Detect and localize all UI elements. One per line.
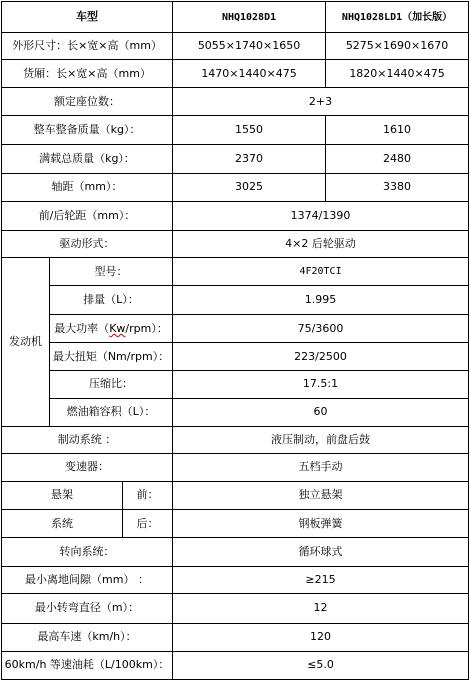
susp-front-value: 独立悬架 xyxy=(173,481,469,509)
row-brake xyxy=(2,426,469,453)
susp-front-label: 前： xyxy=(123,481,173,509)
displacement-value: 1.995 xyxy=(173,286,469,315)
row-steer xyxy=(2,538,469,567)
row-gross xyxy=(2,144,469,173)
gross-a: 2370 xyxy=(173,144,326,173)
susp-rear-value: 钢板弹簧 xyxy=(173,510,469,538)
header-model-a: NHQ1028D1 xyxy=(173,2,326,33)
clearance-value: ≥215 xyxy=(173,567,469,594)
row-track xyxy=(2,201,469,230)
curb-label: 整车整备质量（kg）： xyxy=(2,116,173,144)
row-turning xyxy=(2,594,469,623)
row-engine-model xyxy=(2,258,469,286)
torque-value: 223/2500 xyxy=(173,343,469,371)
wheelbase-b: 3380 xyxy=(326,173,469,201)
row-susp-rear xyxy=(2,510,469,538)
drive-label: 驱动形式： xyxy=(2,230,173,257)
trans-label: 变速器： xyxy=(2,453,173,481)
row-fuel xyxy=(2,651,469,679)
seats-value: 2+3 xyxy=(173,88,469,116)
row-dims xyxy=(2,33,469,60)
torque-label: 最大扭矩（Nm/rpm）： xyxy=(50,343,173,371)
fuel-label: 60km/h 等速油耗（L/100km）： xyxy=(2,651,173,679)
steer-label: 转向系统： xyxy=(2,538,173,567)
power-label-pre: 最大功率（ xyxy=(54,321,110,335)
cargo-label: 货厢：长×宽×高（mm） xyxy=(2,60,173,88)
row-seats xyxy=(2,88,469,116)
row-drive xyxy=(2,230,469,257)
cargo-a: 1470×1440×475 xyxy=(173,60,326,88)
header-label: 车型 xyxy=(2,2,173,33)
engine-model-value: 4F20TCI xyxy=(173,258,469,286)
fuel-value: ≤5.0 xyxy=(173,651,469,679)
drive-value: 4×2 后轮驱动 xyxy=(173,230,469,257)
turning-value: 12 xyxy=(173,594,469,623)
row-tank xyxy=(2,398,469,426)
row-clearance xyxy=(2,567,469,594)
dims-label: 外形尺寸：长×宽×高（mm） xyxy=(2,33,173,60)
speed-label: 最高车速（km/h）： xyxy=(2,623,173,651)
power-value: 75/3600 xyxy=(173,315,469,343)
curb-b: 1610 xyxy=(326,116,469,144)
row-speed xyxy=(2,623,469,651)
engine-group-label: 发动机 xyxy=(2,258,50,427)
wheelbase-a: 3025 xyxy=(173,173,326,201)
row-displacement xyxy=(2,286,469,315)
row-wheelbase xyxy=(2,173,469,201)
power-label-unit: Kw xyxy=(109,321,126,335)
row-torque xyxy=(2,343,469,371)
engine-model-label: 型号： xyxy=(50,258,173,286)
track-value: 1374/1390 xyxy=(173,201,469,230)
row-power xyxy=(2,315,469,343)
displacement-label: 排量（L）： xyxy=(50,286,173,315)
brake-label: 制动系统 ： xyxy=(2,426,173,453)
compression-label: 压缩比： xyxy=(50,371,173,398)
dims-b: 5275×1690×1670 xyxy=(326,33,469,60)
row-compression xyxy=(2,371,469,398)
row-curb xyxy=(2,116,469,144)
row-susp-front xyxy=(2,481,469,509)
trans-value: 五档手动 xyxy=(173,453,469,481)
susp-rear-label: 后： xyxy=(123,510,173,538)
track-label: 前/后轮距（mm）： xyxy=(2,201,173,230)
seats-label: 额定座位数： xyxy=(2,88,173,116)
susp-group-bottom: 系统 xyxy=(2,510,123,538)
gross-b: 2480 xyxy=(326,144,469,173)
tank-label: 燃油箱容积（L）： xyxy=(50,398,173,426)
power-label xyxy=(50,315,173,343)
cargo-b: 1820×1440×475 xyxy=(326,60,469,88)
brake-value: 液压制动，前盘后鼓 xyxy=(173,426,469,453)
row-cargo xyxy=(2,60,469,88)
gross-label: 满载总质量（kg）： xyxy=(2,144,173,173)
compression-value: 17.5:1 xyxy=(173,371,469,398)
wheelbase-label: 轴距（mm）： xyxy=(2,173,173,201)
row-trans xyxy=(2,453,469,481)
spec-table xyxy=(1,1,469,680)
tank-value: 60 xyxy=(173,398,469,426)
header-model-b: NHQ1028LD1（加长版） xyxy=(326,2,469,33)
clearance-label: 最小离地间隙（mm） ： xyxy=(2,567,173,594)
curb-a: 1550 xyxy=(173,116,326,144)
power-label-post: /rpm）： xyxy=(125,321,168,335)
susp-group-top: 悬架 xyxy=(2,481,123,509)
dims-a: 5055×1740×1650 xyxy=(173,33,326,60)
turning-label: 最小转弯直径（m）： xyxy=(2,594,173,623)
speed-value: 120 xyxy=(173,623,469,651)
header-row xyxy=(2,2,469,33)
steer-value: 循环球式 xyxy=(173,538,469,567)
